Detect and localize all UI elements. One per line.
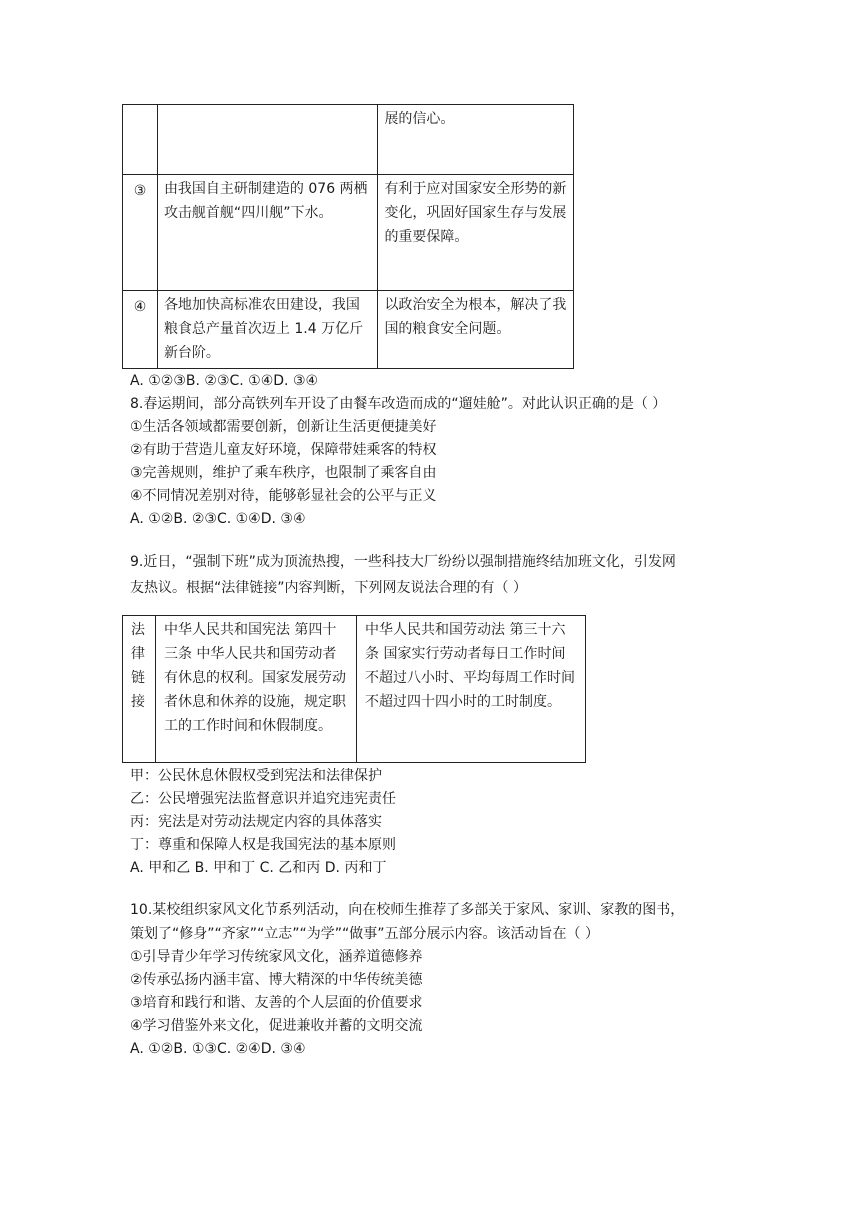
table-row [123,291,574,369]
table-row [123,105,574,175]
event-cell: 各地加快高标准农田建设，我国粮食总产量首次迈上 1.4 万亿斤新台阶。 [157,291,378,369]
event-cell [157,105,378,175]
event-cell: 由我国自主研制建造的 076 两栖攻击舰首舰“四川舰”下水。 [157,175,378,291]
q8-item: ②有助于营造儿童友好环境，保障带娃乘客的特权 [130,442,437,458]
constitution-cell: 中华人民共和国宪法 第四十三条 中华人民共和国劳动者有休息的权利。国家发展劳动者休息和休养的设施，规定职工的工作时间和休假制度。 [155,616,356,763]
q10-options: A. ①②B. ①③C. ②④D. ③④ [130,1041,306,1057]
q9-options: A. 甲和乙 B. 甲和丁 C. 乙和丙 D. 丙和丁 [130,860,387,876]
meaning-cell: 有利于应对国家安全形势的新变化，巩固好国家生存与发展的重要保障。 [378,175,574,291]
table-row [123,175,574,291]
q9-item: 甲：公民休息休假权受到宪法和法律保护 [130,768,382,784]
q10-item: ②传承弘扬内涵丰富、博大精深的中华传统美德 [130,972,423,988]
table-row [123,616,586,763]
q8-item: ④不同情况差别对待，能够彰显社会的公平与正义 [130,488,437,504]
q9-item: 丙：宪法是对劳动法规定内容的具体落实 [130,814,382,830]
q9-item: 乙：公民增强宪法监督意识并追究违宪责任 [130,791,396,807]
row-number: ③ [123,175,158,291]
q9-stem-line2: 友热议。根据“法律链接”内容判断，下列网友说法合理的有（ ） [130,580,527,596]
q8-item: ③完善规则，维护了乘车秩序，也限制了乘客自由 [130,465,437,481]
row-number [123,105,158,175]
q8-stem: 8.春运期间，部分高铁列车开设了由餐车改造而成的“遛娃舱”。对此认识正确的是（ ） [130,396,667,412]
labor-law-cell: 中华人民共和国劳动法 第三十六条 国家实行劳动者每日工作时间不超过八小时、平均每周工作时间不超过四十四小时的工时制度。 [357,616,586,763]
law-link-label: 法律链接 [123,616,156,763]
q10-stem-line1: 10.某校组织家风文化节系列活动，向在校师生推荐了多部关于家风、家训、家教的图书， [130,902,685,918]
q8-item: ①生活各领域都需要创新，创新让生活更便捷美好 [130,419,437,435]
q10-stem-line2: 策划了“修身”“齐家”“立志”“为学”“做事”五部分展示内容。该活动旨在（ ） [130,926,599,942]
row-number: ④ [123,291,158,369]
q8-options: A. ①②B. ②③C. ①④D. ③④ [130,511,306,527]
q7-options: A. ①②③B. ②③C. ①④D. ③④ [130,373,319,389]
policy-table [122,104,574,369]
meaning-cell: 以政治安全为根本，解决了我国的粮食安全问题。 [378,291,574,369]
q10-item: ③培育和践行和谐、友善的个人层面的价值要求 [130,995,423,1011]
q10-item: ④学习借鉴外来文化，促进兼收并蓄的文明交流 [130,1018,423,1034]
meaning-cell: 展的信心。 [378,105,574,175]
q9-item: 丁：尊重和保障人权是我国宪法的基本原则 [130,837,396,853]
q9-stem-line1: 9.近日，“强制下班”成为顶流热搜，一些科技大厂纷纷以强制措施终结加班文化，引发网 [130,554,676,570]
q10-item: ①引导青少年学习传统家风文化，涵养道德修养 [130,949,423,965]
law-link-table [122,615,586,763]
